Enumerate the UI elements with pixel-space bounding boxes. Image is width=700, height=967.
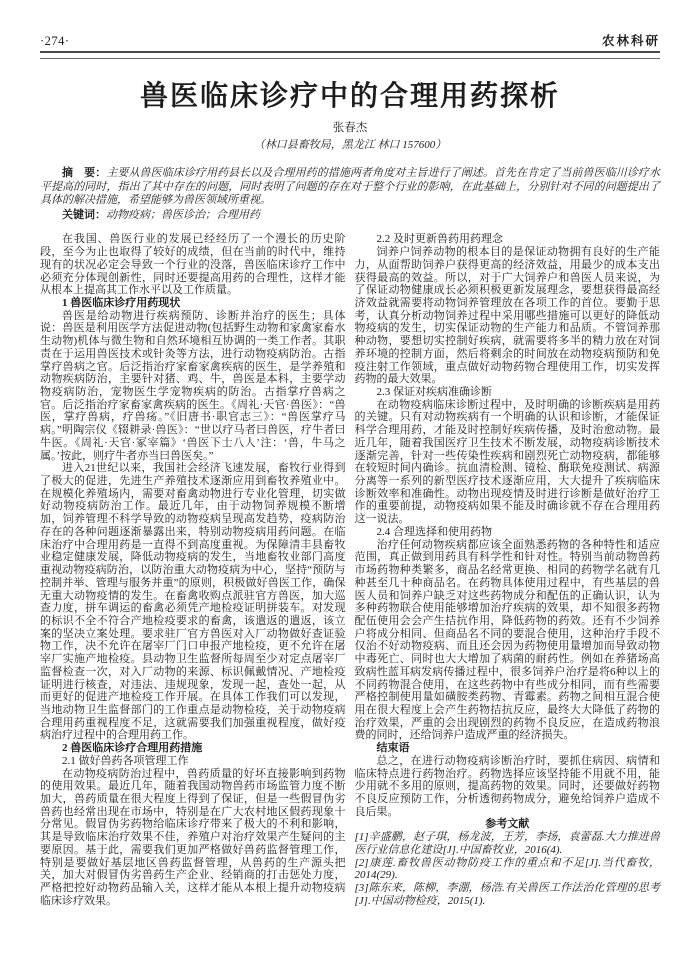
section-heading: 2 兽医临床诊疗合理用药措施 <box>62 742 203 755</box>
page-number: ·274· <box>40 34 70 48</box>
body-paragraph: 在我国、兽医行业的发展已经经历了一个漫长的历史阶段，至今为止也取得了较好的成绩，但在当前的时代中，维持现有的状况必定会导致一个行业的没落，兽医临床诊疗工作中必须充分体现创新性，同时还要提高用药的合理性，这样才能从根本上提高其工作水平以及工作质量。 <box>40 233 346 297</box>
reference-item: [1]辛盛鹏，赵子琪，杨龙波，王芳，李扬，袁蕾磊.大力推进兽医行业信息化建设[J].中国畜牧业，2016(4). <box>354 831 660 856</box>
reference-item: [3]陈东来，陈柳，李淜，杨浩.有关兽医工作法治化管理的思考[J].中国动物检疫，2015(1). <box>354 882 660 907</box>
abstract-text: 主要从兽医临床诊疗用药县长以及合理用药的措施两者角度对主旨进行了阐述。首先在肯定了当前兽医临川诊疗水平提高的同时，指出了其中存在的问题，同时表明了问题的存在对于整个行业的影响，在此基础上，分别针对不同的问题提出了具体的解决措施，希望能够为兽医领域所重视。 <box>40 167 661 207</box>
body-paragraph: 兽医是给动物进行疾病预防、诊断并治疗的医生；具体说：兽医是利用医学方法促进动物(包括野生动物和家禽家畜水生动物)机体与微生物和自然环境相互协调的一类工作者。其职责在于运用兽医技术或针灸等方法，进行动物疫病防治。古指掌疗兽病之官。后泛指治疗家畜家禽疾病的医生，是学养殖和动物疾病防治，主要针对猪、鸡、牛，兽医是本科，主要学动物疫病防治，宠物医生学宠物疾病的防治。古指掌疗兽病之官。后泛指治疗家畜家禽疾病的医生。《周礼·天官·兽医》：“兽医，掌疗兽病，疗兽疡。”《旧唐书·职官志三》：“兽医掌疗马病。”明陶宗仪《辍耕录·兽医》：“世以疗马者曰兽医，疗牛者曰牛医。《周礼·天官·冢宰篇》‘兽医下士八人’注：‘兽，牛马之属。’按此，则疗牛者亦当曰兽医矣。” <box>40 309 346 462</box>
body-paragraph: 饲养户饲养动物的根本目的是保证动物拥有良好的生产能力，从面帮助饲养户获得更高的经济效益，用最少的成本支出获得最高的效益。所以，对于广大饲养户和兽医人员来说，为了保证动物健康成长必须积极更新发展理念，要想获得最高经济效益就需要将动物饲养管理放在各项工作的首位。要勤于思考，认真分析动物饲养过程中采用哪些措施可以更好的降低动物疫病的发生，切实保证动物的生产能力和品质。不管饲养那种动物，要想切实控制好疾病，就需要将多半的精力放在对饲养环境的控制方面，然后将剩余的时间放在动物疫病预防和免疫注射工作领域，重点做好动物药物合理使用工作，切实发挥药物的最大效果。 <box>354 246 660 386</box>
article-title: 兽医临床诊疗中的合理用药探析 <box>139 81 560 112</box>
body-paragraph: 进入21世纪以来，我国社会经济飞速发展，畜牧行业得到了极大的促进，先进生产养殖技术逐渐应用到畜牧养殖业中。在规模化养殖场内，需要对畜禽动物进行专业化管理，切实做好动物疫病防治工作。最近几年，由于动物饲养规模不断增加，饲养管理不科学导致的动物疫病呈现高发趋势，疫病防治存在的各种问题逐渐暴露出来，特别动物疫病用药问题。在临床治疗中合理用药是一直得不到高度重视。为保障清丰县畜牧业稳定健康发展，降低动物疫病的发生，当地畜牧业部门高度重视动物疫病防治，以防治重大动物疫病为中心，坚持“预防与控制并举、管理与服务并重”的原则，积极做好兽医工作，确保无重大动物疫情的发生。在畜禽收购点派驻官方兽医，加大巡查力度，拼车调运的畜禽必须凭产地检疫证明拼装车。对发现的标识不全不符合产地检疫要求的畜禽，该遣返的遣返，该立案的坚决立案处理。要求驻厂官方兽医对入厂动物做好查证验物工作，决不允许在屠宰厂门口申报产地检疫，更不允许在屠宰厂实施产地检疫。县动物卫生监督所每周至少对定点屠宰厂监督检查一次，对入厂动物的来源、标识佩戴情况、产地检疫证明进行核查，对违法、违规现象，发现一起，查处一起，从而更好的促进产地检疫工作开展。在具体工作我们可以发现，当地动物卫生监督部门的工作重点是动物检疫，关于动物疫病合理用药重视程度不足，这就需要我们加强重视程度，做好疫病治疗过程中的合理用药工作。 <box>40 462 346 742</box>
keywords-text: 动物疫病；兽医诊治；合理用药 <box>106 208 260 221</box>
header-divider <box>40 51 660 59</box>
section-heading: 结束语 <box>376 742 410 755</box>
keywords-label: 关键词： <box>62 208 106 221</box>
article-author: 张春杰 <box>332 122 368 134</box>
subsection-heading: 2.1 做好兽药各项管理工作 <box>62 754 189 767</box>
body-paragraph: 在动物疫病临床诊断过程中，及时明确的诊断疾病是用药的关键。只有对动物疾病有一个明确的认识和诊断，才能保证科学合理用药，才能及时控制好疾病传播，及时治愈动物。最近几年，随着我国医疗卫生技术不断发展，动物疫病诊断技术逐渐完善，针对一些传染性疾病和剧烈死亡动物疫病，都能够在较短时间内确诊。抗血清检测、镜检、酶联免疫测试、病源分离等一系列的新型医疗技术逐渐应用，大大提升了疾病临床诊断效率和准确性。动物出现疫情及时进行诊断是做好治疗工作的重要前提，动物疫病如果不能及时确诊就不存在合理用药这一说法。 <box>354 398 660 526</box>
subsection-heading: 2.3 保证对疾病准确诊断 <box>376 386 492 398</box>
right-column <box>355 233 661 907</box>
subsection-heading: 2.2 及时更新兽药用药理念 <box>376 233 503 246</box>
journal-section-label: 农林科研 <box>601 34 660 48</box>
abstract-label: 摘 要： <box>62 167 107 179</box>
reference-item: [2]康莲.畜牧兽医动物防疫工作的重点和不足[J].当代畜牧，2014(29). <box>354 856 660 882</box>
section-heading: 1 兽医临床诊疗用药现状 <box>62 296 181 309</box>
body-paragraph: 治疗任何动物疾病都应该全面熟悉药物的各种特性和适应范围，真正做到用药具有科学性和针对性。特别当前动物兽药市场药物种类繁多，商品名经常更换、相同的药物学名就有几种甚至几十种商品名。在药物具体使用过程中，有些基层的兽医人员和饲养户缺乏对这些药物成分和配伍的正确认识，认为多种药物联合使用能够增加治疗疾病的效果，却不知很多药物配伍使用会会产生拮抗作用，降低药物的药效。还有不少饲养户将成分相同、但商品名不同的要混合使用，这种治疗手段不仅治不好动物疫病、而且还会因为药物使用量增加而导致动物中毒死亡、同时也大大增加了病菌的耐药性。例如在养猪场高致病性蓝耳病发病传播过程中，很多饲养户治疗是将6种以上的不同药物混合使用，在这些药物中有些成分相同，而有些需要严格控制使用量如磺胺类药物、青霉素。药物之间相互混合使用在很大程度上会产生药物拮抗反应，最终大大降低了药物的治疗效果，严重的会出现剧烈的药物不良反应，在造成药物浪费的同时，还给饲养户造成严重的经济损失。 <box>354 538 660 742</box>
subsection-heading: 2.4 合理选择和使用药物 <box>376 525 492 538</box>
article-body <box>40 233 660 907</box>
left-column <box>40 233 346 907</box>
keywords <box>40 209 660 223</box>
references-heading: 参考文献 <box>485 818 530 831</box>
article-affiliation: （林口县畜牧局，黑龙江 林口 157600） <box>253 139 447 151</box>
running-head <box>40 34 660 48</box>
body-paragraph: 在动物疫病防治过程中，兽药质量的好坏直接影响到药物的使用效果。最近几年，随着我国动物兽药市场监管力度不断加大，兽药质量在很大程度上得到了保证，但是一些假冒伪劣兽药也经常出现在市场中，特别是在广大农村地区假药现象十分常见。假冒伪劣药物给临床诊疗带来了极大的不利和影响，其是导致临床治疗效果不佳，养殖户对治疗效果产生疑问的主要原因。基于此，需要我们更加严格做好兽药监督管理工作，特别是要做好基层地区兽药监督管理，从兽药的生产源头把关，加大对假冒伪劣兽药生产企业、经销商的打击惩处力度，严格把控好动物药品输入关，这样才能从本根上提升动物疫病临床诊疗效果。 <box>40 767 346 907</box>
body-paragraph: 总之，在进行动物疫病诊断治疗时，要抓住病因、病情和临床特点进行药物治疗。药物选择应该坚持能不用就不用，能少用就不多用的原则，提高药物的效果。同时，还要做好药物不良反应预防工作，分析透彻药物成分，避免给饲养户造成不良后果。 <box>354 754 660 818</box>
abstract <box>40 167 660 208</box>
